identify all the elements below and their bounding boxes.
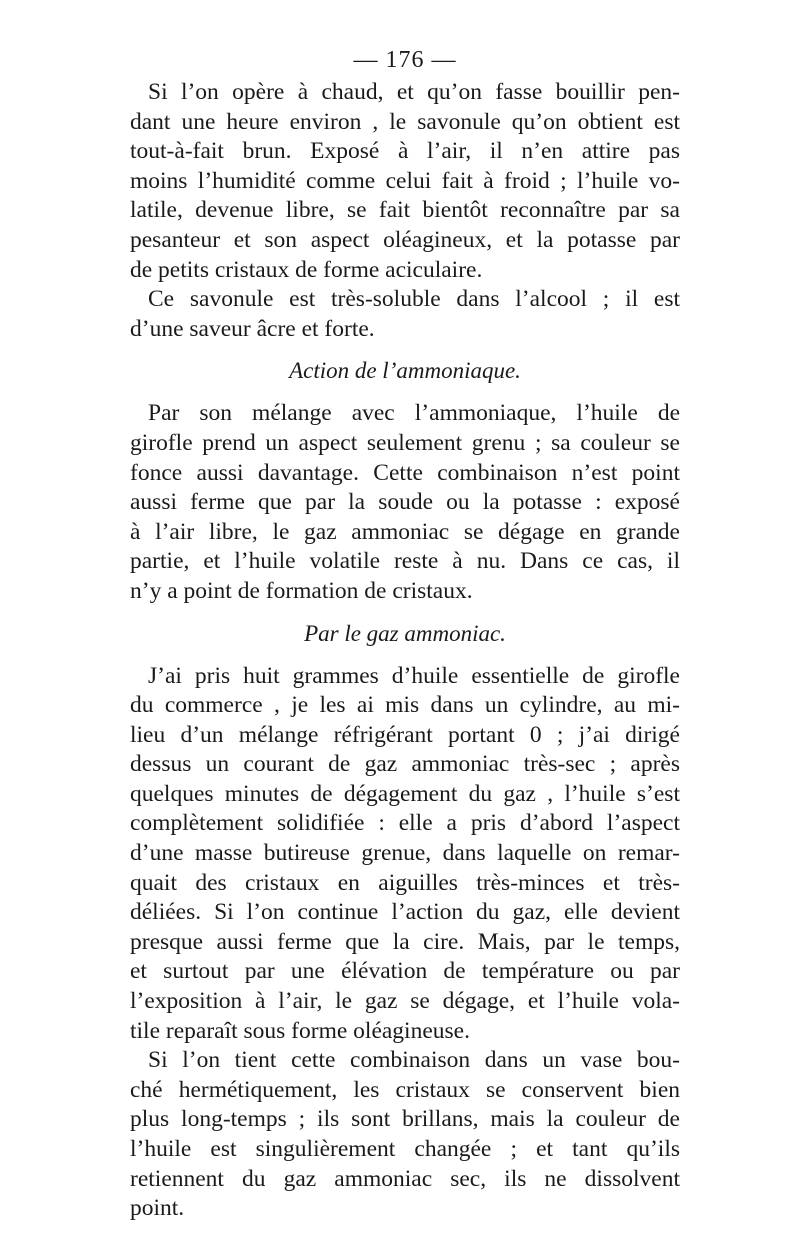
text-line: aussi ferme que par la soude ou la potasse : exposé [130,489,680,516]
text-line: à l’air libre, le gaz ammoniac se dégage en grande [130,518,680,545]
text-line: presque aussi ferme que la cire. Mais, par le temps, [130,928,680,955]
text-line: pesanteur et son aspect oléagineux, et la potasse par [130,226,680,253]
text-line: tout-à-fait brun. Exposé à l’air, il n’en attire pas [130,138,680,165]
text-line: latile, devenue libre, se fait bientôt reconnaître par sa [130,197,680,224]
text-line: quait des cristaux en aiguilles très-minces et très- [130,869,680,896]
text-line: l’exposition à l’air, le gaz se dégage, et l’huile vola- [130,988,680,1015]
text-line: point. [130,1195,185,1222]
paragraph-1 [130,78,680,285]
text-line: déliées. Si l’on continue l’action du gaz, elle devient [130,899,680,926]
text-line: dessus un courant de gaz ammoniac très-sec ; après [130,751,680,778]
page-number: — 176 — [353,47,457,73]
paragraph-2 [130,285,680,344]
text-line: et surtout par une élévation de température ou par [130,958,680,985]
text-line: plus long-temps ; ils sont brillans, mais la couleur de [130,1106,680,1133]
text-line: Ce savonule est très-soluble dans l’alcool ; il est [148,286,680,313]
text-line: complètement solidifiée : elle a pris d’abord l’aspect [130,810,680,837]
text-line: quelques minutes de dégagement du gaz , l’huile s’est [130,780,680,807]
section-heading-gaz-ammoniac: Par le gaz ammoniac. [304,620,506,646]
text-line: l’huile est singulièrement changée ; et tant qu’ils [130,1136,680,1162]
book-page [130,44,680,1224]
text-line: fonce aussi davantage. Cette combinaison n’est point [130,459,680,486]
text-line: tile reparaît sous forme oléagineuse. [130,1017,470,1044]
text-line: J’ai pris huit grammes d’huile essentielle de girofle [148,662,680,689]
text-line: dant une heure environ , le savonule qu’on obtient est [130,108,680,135]
text-line: moins l’humidité comme celui fait à froid ; l’huile vo- [130,167,680,194]
text-line: Si l’on tient cette combinaison dans un vase bou- [148,1047,680,1074]
text-line: Par son mélange avec l’ammoniaque, l’huile de [148,400,680,427]
text-line: du commerce , je les ai mis dans un cylindre, au mi- [130,692,680,719]
text-line: ché hermétiquement, les cristaux se conservent bien [130,1076,680,1103]
section-heading-ammoniaque: Action de l’ammoniaque. [289,358,521,384]
text-line: d’une saveur âcre et forte. [130,315,375,342]
text-line: partie, et l’huile volatile reste à nu. Dans ce cas, il [130,548,680,575]
paragraph-4 [130,662,680,1047]
paragraph-3 [130,399,680,606]
text-line: retiennent du gaz ammoniac sec, ils ne dissolvent [130,1165,680,1192]
text-line: de petits cristaux de forme aciculaire. [130,256,483,283]
text-line: d’une masse butireuse grenue, dans laquelle on remar- [130,840,680,867]
paragraph-5 [130,1046,680,1224]
text-line: n’y a point de formation de cristaux. [130,577,473,604]
text-line: Si l’on opère à chaud, et qu’on fasse bouillir pen- [148,79,680,105]
text-line: lieu d’un mélange réfrigérant portant 0 ; j’ai dirigé [130,721,680,748]
text-line: girofle prend un aspect seulement grenu ; sa couleur se [130,429,680,456]
